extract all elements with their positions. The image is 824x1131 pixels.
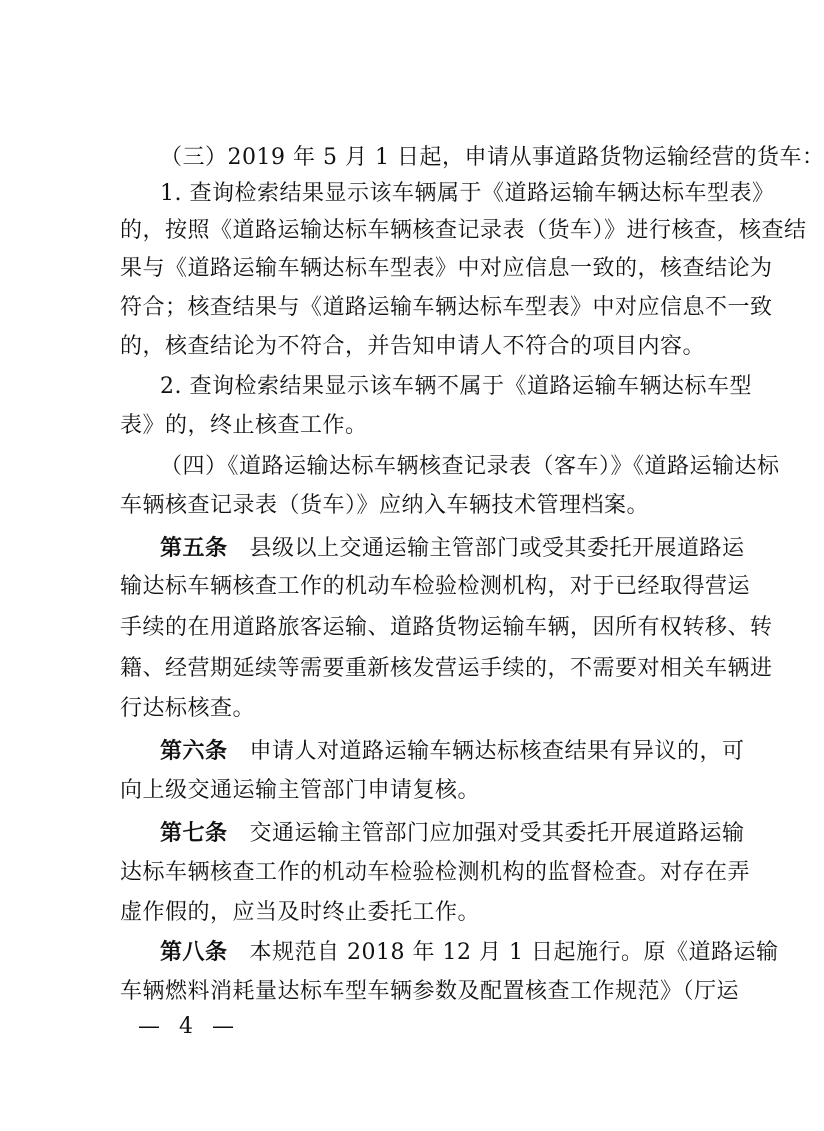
article-eight-first-line: [160, 937, 779, 967]
paragraph-line: 向上级交通运输主管部门申请复核。: [120, 778, 481, 803]
paragraph-line: 籍、经营期延续等需要重新核发营运手续的，不需要对相关车辆进: [120, 656, 773, 681]
paragraph-line: 手续的在用道路旅客运输、道路货物运输车辆，因所有权转移、转: [120, 615, 773, 640]
paragraph-line: 达标车辆核查工作的机动车检验检测机构的监督检查。对存在弄: [120, 860, 751, 885]
article-text: 申请人对道路运输车辆达标核查结果有异议的，可: [249, 739, 745, 764]
paragraph-line: 2. 查询检索结果显示该车辆不属于《道路运输车辆达标车型: [160, 374, 752, 399]
paragraph-line: 车辆燃料消耗量达标车型车辆参数及配置核查工作规范》（厅运: [120, 979, 740, 1004]
article-text: 本规范自 2018 年 12 月 1 日起施行。原《道路运输: [249, 940, 779, 965]
article-six-first-line: [160, 736, 745, 766]
paragraph-line: （三）2019 年 5 月 1 日起，申请从事道路货物运输经营的货车：: [160, 145, 824, 170]
paragraph-line: 的，按照《道路运输达标车辆核查记录表（货车）》进行核查，核查结: [120, 218, 807, 243]
paragraph-line: 果与《道路运输车辆达标车型表》中对应信息一致的，核查结论为: [120, 256, 773, 281]
article-label: 第八条: [160, 939, 228, 965]
paragraph-line: 虚作假的，应当及时终止委托工作。: [120, 900, 481, 925]
paragraph-line: 车辆核查记录表（货车）》应纳入车辆技术管理档案。: [120, 493, 650, 518]
article-seven-first-line: [160, 818, 745, 848]
paragraph-line: 1. 查询检索结果显示该车辆属于《道路运输车辆达标车型表》: [160, 181, 775, 206]
article-label: 第五条: [160, 535, 228, 561]
paragraph-line: 输达标车辆核查工作的机动车检验检测机构，对于已经取得营运: [120, 574, 751, 599]
paragraph-line: （四）《道路运输达标车辆核查记录表（客车）》《道路运输达标: [160, 454, 780, 479]
article-text: 县级以上交通运输主管部门或受其委托开展道路运: [249, 536, 745, 561]
paragraph-line: 表》的，终止核查工作。: [120, 413, 368, 438]
page-number: — 4 —: [138, 1014, 240, 1039]
article-five-first-line: [160, 533, 745, 563]
article-text: 交通运输主管部门应加强对受其委托开展道路运输: [249, 821, 745, 846]
paragraph-line: 行达标核查。: [120, 696, 256, 721]
article-label: 第六条: [160, 738, 228, 764]
paragraph-line: 符合；核查结果与《道路运输车辆达标车型表》中对应信息不一致: [120, 295, 773, 320]
article-label: 第七条: [160, 820, 228, 846]
paragraph-line: 的，核查结论为不符合，并告知申请人不符合的项目内容。: [120, 334, 706, 359]
